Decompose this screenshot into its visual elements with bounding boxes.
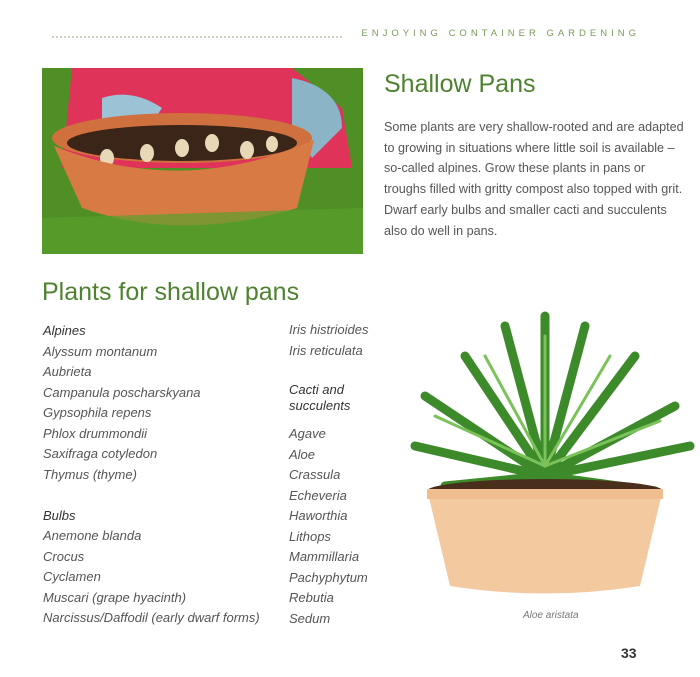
- section-title: Shallow Pans: [384, 70, 536, 98]
- list-item: Saxifraga cotyledon: [43, 446, 158, 461]
- list-item: Cyclamen: [43, 569, 101, 584]
- list-item: Lithops: [289, 528, 331, 544]
- list-item: Iris histrioides: [289, 322, 369, 337]
- list-item: Anemone blanda: [43, 528, 142, 543]
- page-number: 33: [621, 645, 637, 661]
- list-title: Plants for shallow pans: [42, 278, 300, 306]
- list-item: Campanula poscharskyana: [43, 384, 201, 400]
- list-item: Muscari (grape hyacinth): [43, 589, 187, 605]
- list-item: Phlox drummondii: [43, 425, 148, 441]
- list-item: Sedum: [289, 610, 331, 626]
- running-header: ENJOYING CONTAINER GARDENING: [361, 28, 640, 39]
- list-item: Echeveria: [289, 487, 347, 503]
- list-item: Crassula: [289, 467, 341, 482]
- list-item: Aloe: [289, 446, 316, 462]
- list-item: Rebutia: [289, 590, 334, 605]
- aloe-aristata-photo: [395, 296, 700, 606]
- alpines-heading: Alpines: [43, 323, 86, 338]
- list-item: Haworthia: [289, 508, 348, 523]
- list-column-left: [43, 321, 260, 629]
- list-item: Mammillaria: [289, 549, 360, 564]
- list-item: Iris reticulata: [289, 342, 363, 358]
- photo-planting-bulbs-in-pan: [42, 68, 363, 254]
- image-caption: Aloe aristata: [523, 610, 579, 621]
- list-item: Agave: [289, 426, 326, 441]
- list-item: Aubrieta: [43, 364, 92, 379]
- section-body: Some plants are very shallow-rooted and are adapted to growing in situations where little soil is available – so-called alpines. Grow these plants in pans or troughs filled with gritty compost also topped with grit. Dwarf early bulbs and smaller cacti and succulents also do well in pans.: [384, 120, 684, 238]
- list-item: Crocus: [43, 548, 85, 564]
- list-item: Alyssum montanum: [43, 343, 158, 359]
- list-column-right: [289, 320, 368, 629]
- cacti-heading: Cacti and succulents: [289, 382, 351, 413]
- list-item: Narcissus/Daffodil (early dwarf forms): [43, 610, 260, 625]
- bulbs-heading: Bulbs: [43, 507, 76, 523]
- list-item: Pachyphytum: [289, 569, 368, 585]
- list-item: Gypsophila repens: [43, 405, 152, 420]
- list-item: Thymus (thyme): [43, 466, 137, 482]
